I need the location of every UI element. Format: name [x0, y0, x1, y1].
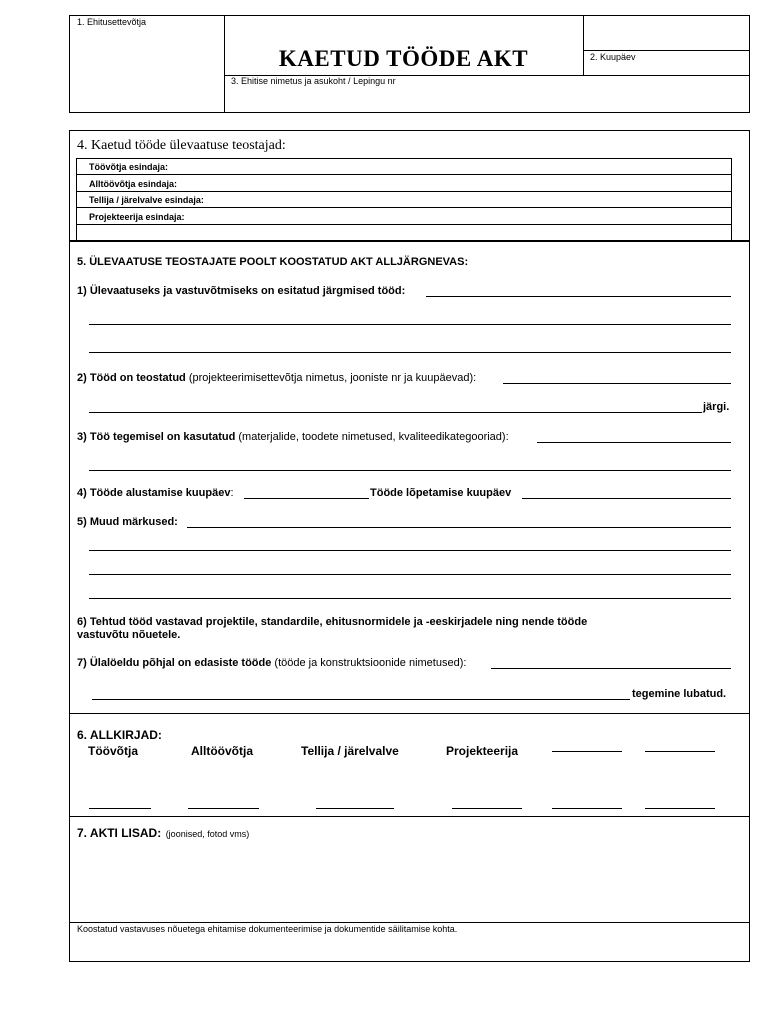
item-5-label: 5) Muud märkused: [77, 516, 178, 528]
signature-line [316, 808, 394, 809]
section-5-box [69, 241, 750, 714]
item-5-line [89, 550, 731, 551]
item-7-bold: 7) Ülalöeldu põhjal on edasiste tööde [77, 657, 272, 669]
signer-extra-line [645, 751, 715, 752]
item-2-label [77, 372, 476, 384]
signature-line [452, 808, 522, 809]
section-7-title-bold: 7. AKTI LISAD: [77, 826, 162, 840]
item-2-line [89, 412, 702, 413]
signer-designer: Projekteerija [446, 744, 519, 758]
section-7-title [77, 824, 249, 842]
inspectors-row-line [76, 191, 732, 192]
signature-line [89, 808, 151, 809]
item-3-bold: 3) Töö tegemisel on kasutatud [77, 431, 236, 443]
section-6-title: 6. ALLKIRJAD: [77, 728, 162, 742]
signer-contractor: Töövõtja [88, 744, 138, 758]
inspector-row-client: Tellija / järelvalve esindaja: [89, 195, 204, 205]
item-4-colon: : [230, 487, 234, 499]
signature-line [188, 808, 259, 809]
footer-divider [69, 922, 750, 923]
section-6-box [69, 713, 750, 817]
item-2-bold: 2) Tööd on teostatud [77, 372, 186, 384]
item-6-line-2: vastuvõtu nõuetele. [77, 629, 181, 641]
signature-line [552, 808, 622, 809]
item-2-line [503, 383, 731, 384]
inspectors-row-line [76, 224, 732, 225]
item-5-line [89, 574, 731, 575]
section-7-note: (joonised, fotod vms) [165, 829, 250, 839]
item-4-start-line [244, 498, 369, 499]
item-7-label [77, 657, 466, 669]
signer-extra-line [552, 751, 622, 752]
section-5-title: 5. ÜLEVAATUSE TEOSTAJATE POOLT KOOSTATUD AKT ALLJÄRGNEVAS: [77, 256, 469, 268]
item-3-line [89, 470, 731, 471]
page-title: KAETUD TÖÖDE AKT [278, 46, 529, 71]
item-3-line [537, 442, 731, 443]
inspector-row-designer: Projekteerija esindaja: [89, 212, 185, 222]
signer-subcontractor: Alltöövõtja [191, 744, 253, 758]
signature-line [645, 808, 715, 809]
site-name-label: 3. Ehitise nimetus ja asukoht / Lepingu nr [231, 76, 396, 86]
inspector-row-contractor: Töövõtja esindaja: [89, 162, 169, 172]
item-1-line [426, 296, 731, 297]
item-2-end: järgi. [703, 401, 730, 413]
item-2-note: (projekteerimisettevõtja nimetus, jooniste nr ja kuupäevad): [188, 372, 477, 384]
item-4-end: Tööde lõpetamise kuupäev [370, 487, 512, 499]
item-3-note: (materjalide, toodete nimetused, kvaliteedikategooriad): [238, 431, 509, 443]
inspectors-row-line [76, 174, 732, 175]
section-4-title: 4. Kaetud tööde ülevaatuse teostajad: [77, 138, 286, 153]
item-7-line [491, 668, 731, 669]
item-6-line-1: 6) Tehtud tööd vastavad projektile, standardile, ehitusnormidele ja -eeskirjadele ning nende tööde [77, 616, 588, 628]
item-4-end-line [522, 498, 731, 499]
date-label: 2. Kuupäev [590, 52, 636, 62]
item-3-label [77, 431, 509, 443]
item-1-line [89, 324, 731, 325]
item-4-start-label: 4) Tööde alustamise kuupäev [77, 487, 231, 499]
item-1-line [89, 352, 731, 353]
footer-note: Koostatud vastavuses nõuetega ehitamise dokumenteerimise ja dokumentide säilitamise kohta. [77, 924, 458, 934]
item-7-line [92, 699, 630, 700]
item-7-end: tegemine lubatud. [632, 688, 727, 700]
header-divider-right [583, 15, 584, 75]
item-4-start [77, 487, 234, 499]
header-divider-date [583, 50, 750, 51]
item-5-line [89, 598, 731, 599]
inspector-row-subcontractor: Alltöövõtja esindaja: [89, 179, 178, 189]
contractor-label: 1. Ehitusettevõtja [77, 17, 147, 27]
inspectors-row-line [76, 207, 732, 208]
item-7-note: (tööde ja konstruktsioonide nimetused): [274, 657, 467, 669]
item-1-label: 1) Ülevaatuseks ja vastuvõtmiseks on esitatud järgmised tööd: [77, 285, 406, 297]
signer-client: Tellija / järelvalve [301, 744, 399, 758]
item-5-line [187, 527, 731, 528]
